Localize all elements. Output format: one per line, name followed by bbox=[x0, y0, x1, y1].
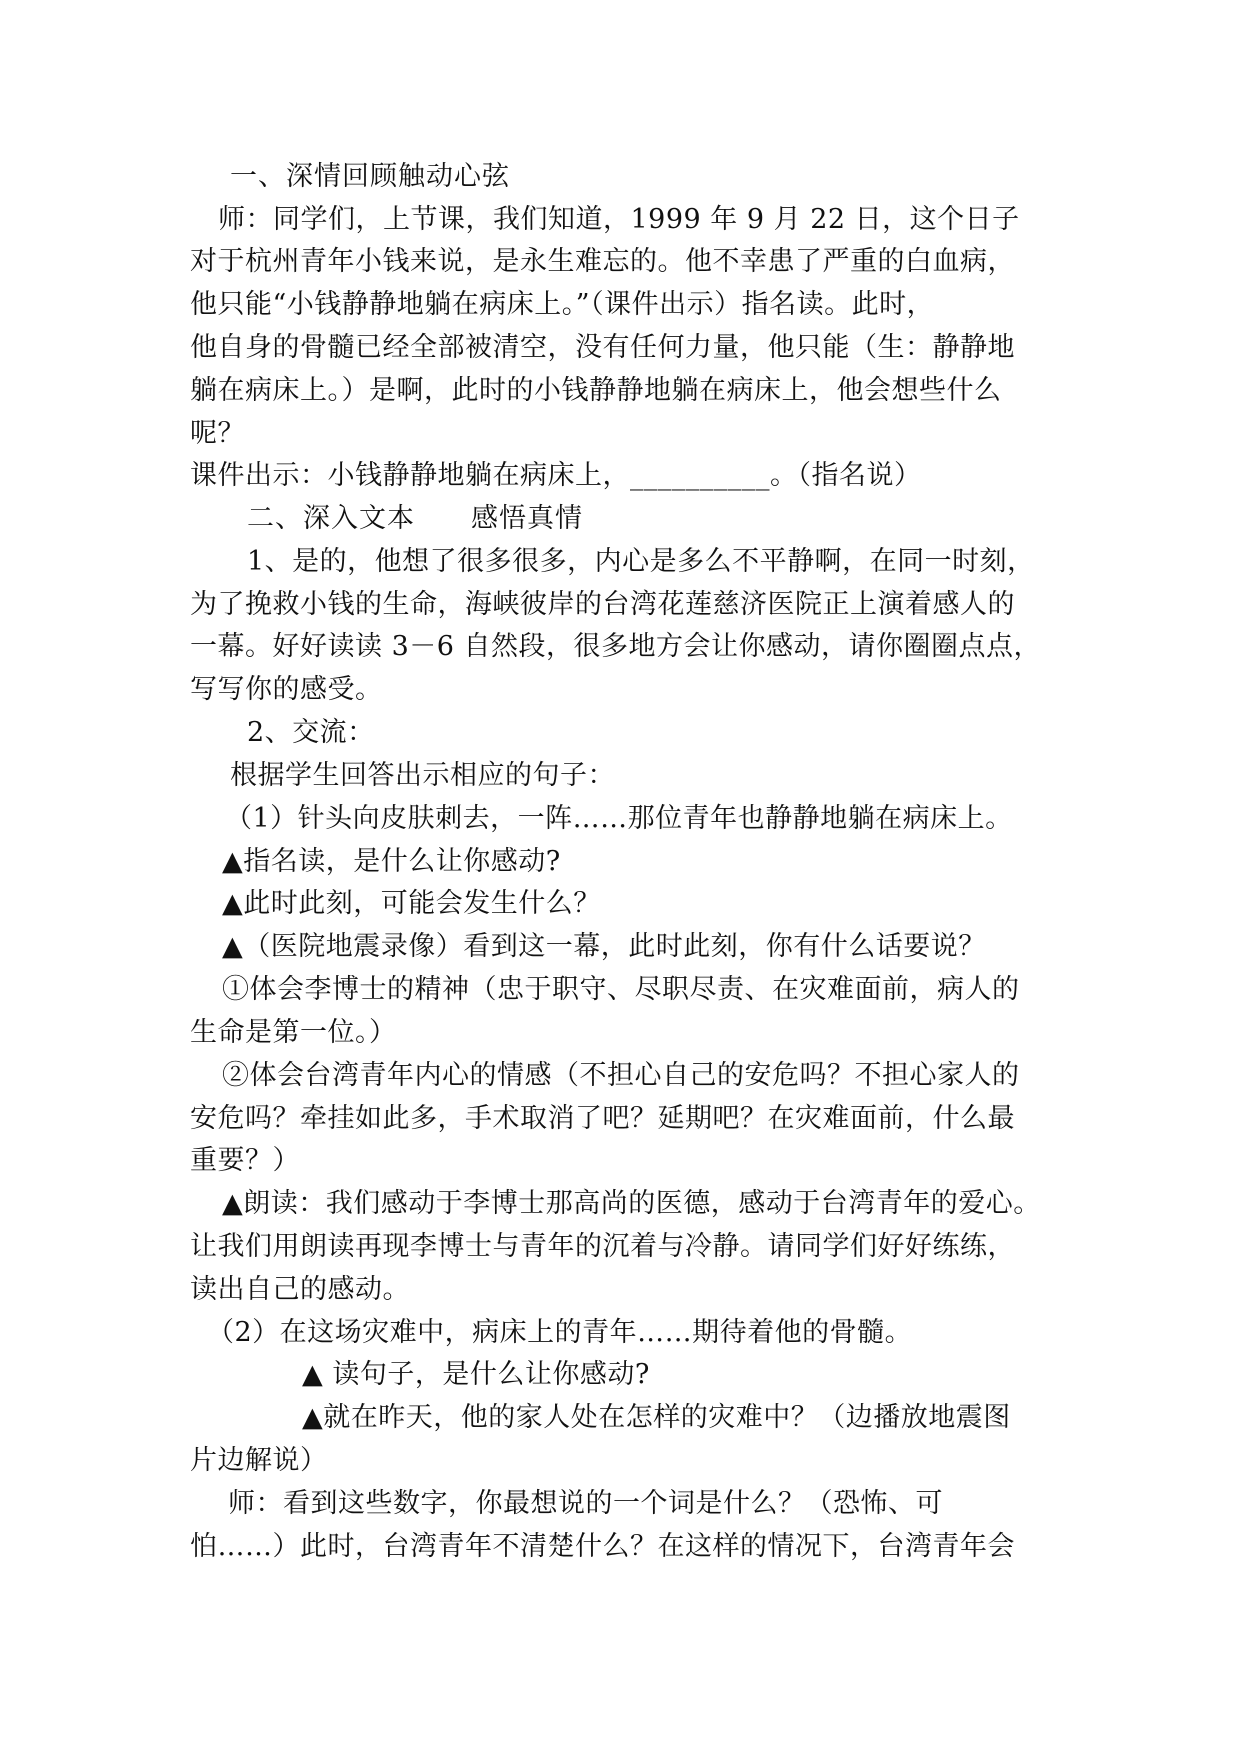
paragraph-line: 1、是的，他想了很多很多，内心是多么不平静啊，在同一时刻， bbox=[247, 546, 1035, 577]
section-heading-1: 一、深情回顾触动心弦 bbox=[230, 161, 510, 192]
courseware-prompt: 课件出示：小钱静静地躺在病床上，__________。（指名说） bbox=[190, 460, 922, 491]
section-heading-2: 二、深入文本 感悟真情 bbox=[247, 503, 583, 534]
paragraph-line: 呢？ bbox=[190, 418, 245, 449]
paragraph-line: 怕……）此时，台湾青年不清楚什么？在这样的情况下，台湾青年会 bbox=[190, 1531, 1015, 1562]
bullet-item: ▲就在昨天，他的家人处在怎样的灾难中？（边播放地震图 bbox=[302, 1402, 1011, 1433]
paragraph-line: 写写你的感受。 bbox=[190, 674, 383, 705]
paragraph-line: 他自身的骨髓已经全部被清空，没有任何力量，他只能（生：静静地 bbox=[190, 332, 1015, 363]
paragraph-line: 让我们用朗读再现李博士与青年的沉着与冷静。请同学们好好练练， bbox=[190, 1231, 1015, 1262]
bullet-item: ▲此时此刻，可能会发生什么？ bbox=[222, 888, 601, 919]
paragraph-line: 2、交流： bbox=[247, 717, 375, 748]
paragraph-line: 师：同学们，上节课，我们知道，1999 年 9 月 22 日，这个日子 bbox=[218, 204, 1020, 235]
paragraph-line: 为了挽救小钱的生命，海峡彼岸的台湾花莲慈济医院正上演着感人的 bbox=[190, 589, 1015, 620]
bullet-item: ▲朗读：我们感动于李博士那高尚的医德，感动于台湾青年的爱心。 bbox=[222, 1188, 1041, 1219]
paragraph-line: ②体会台湾青年内心的情感（不担心自己的安危吗？不担心家人的 bbox=[222, 1060, 1020, 1091]
paragraph-line: 他只能“小钱静静地躺在病床上。”（课件出示）指名读。此时， bbox=[190, 289, 935, 320]
paragraph-line: 片边解说） bbox=[190, 1445, 328, 1476]
paragraph-line: （1）针头向皮肤刺去，一阵……那位青年也静静地躺在病床上。 bbox=[225, 803, 1013, 834]
bullet-item: ▲（医院地震录像）看到这一幕，此时此刻，你有什么话要说？ bbox=[222, 931, 986, 962]
paragraph-line: 生命是第一位。） bbox=[190, 1017, 397, 1048]
bullet-item: ▲ 读句子，是什么让你感动? bbox=[302, 1359, 650, 1390]
paragraph-line: 躺在病床上。）是啊，此时的小钱静静地躺在病床上，他会想些什么 bbox=[190, 375, 1002, 406]
paragraph-line: ①体会李博士的精神（忠于职守、尽职尽责、在灾难面前，病人的 bbox=[222, 974, 1020, 1005]
paragraph-line: 根据学生回答出示相应的句子： bbox=[230, 760, 615, 791]
paragraph-line: 重要？） bbox=[190, 1145, 300, 1176]
paragraph-line: 读出自己的感动。 bbox=[190, 1274, 410, 1305]
paragraph-line: 安危吗？牵挂如此多，手术取消了吧？延期吧？在灾难面前，什么最 bbox=[190, 1103, 1015, 1134]
paragraph-line: 一幕。好好读读 3－6 自然段，很多地方会让你感动，请你圈圈点点， bbox=[190, 631, 1042, 662]
bullet-item: ▲指名读，是什么让你感动? bbox=[222, 846, 561, 877]
paragraph-line: （2）在这场灾难中，病床上的青年……期待着他的骨髓。 bbox=[207, 1317, 913, 1348]
paragraph-line: 师：看到这些数字，你最想说的一个词是什么？（恐怖、可 bbox=[228, 1488, 943, 1519]
paragraph-line: 对于杭州青年小钱来说，是永生难忘的。他不幸患了严重的白血病， bbox=[190, 246, 1015, 277]
